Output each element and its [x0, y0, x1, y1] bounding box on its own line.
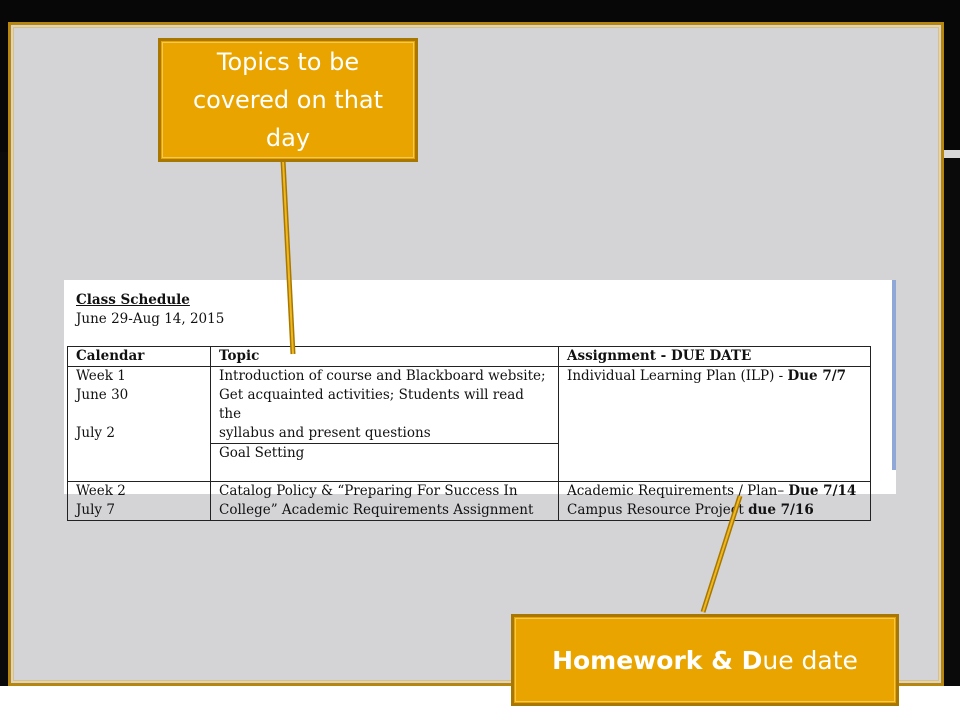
assignment-due: Due 7/14 — [788, 483, 857, 499]
assignment-due: Due 7/7 — [787, 368, 847, 384]
assignment-text: Individual Learning Plan (ILP) - — [567, 368, 788, 384]
topic-line: College” Academic Requirements Assignment — [219, 502, 534, 518]
topic-line: Catalog Policy & “Preparing For Success In — [219, 483, 518, 499]
assignment-text: Campus Resource Project — [567, 502, 749, 518]
calendar-line: Week 1 — [76, 368, 126, 384]
topic-line: Goal Setting — [219, 445, 305, 461]
callout-line: day — [265, 124, 311, 152]
homework-callout-rest: ue date — [762, 645, 858, 675]
topics-callout-text — [193, 43, 383, 157]
calendar-line: June 30 — [76, 387, 129, 403]
callout-line: Topics to be — [216, 48, 360, 76]
calendar-line: July 7 — [76, 502, 115, 518]
topics-callout — [158, 38, 418, 162]
topics-leader-line-highlight — [283, 160, 293, 354]
homework-callout-bold: Homework & D — [552, 645, 763, 675]
homework-callout — [511, 614, 899, 706]
callout-line: covered on that — [192, 86, 384, 114]
topic-line: Introduction of course and Blackboard website; — [219, 368, 546, 384]
assignment-due: due 7/16 — [748, 502, 814, 518]
header-calendar: Calendar — [68, 347, 211, 367]
topic-line: Get acquainted activities; Students will read the — [219, 387, 524, 422]
homework-leader-line-highlight — [703, 496, 740, 612]
header-topic: Topic — [211, 347, 559, 367]
header-assignment: Assignment - DUE DATE — [559, 347, 871, 367]
document-date-range: June 29-Aug 14, 2015 — [76, 311, 225, 327]
calendar-line: July 2 — [76, 425, 115, 441]
calendar-line: Week 2 — [76, 483, 126, 499]
topic-line: syllabus and present questions — [219, 425, 431, 441]
document-title: Class Schedule — [76, 292, 190, 308]
assignment-text: Academic Requirements / Plan– — [567, 483, 789, 499]
homework-callout-text — [552, 646, 858, 675]
